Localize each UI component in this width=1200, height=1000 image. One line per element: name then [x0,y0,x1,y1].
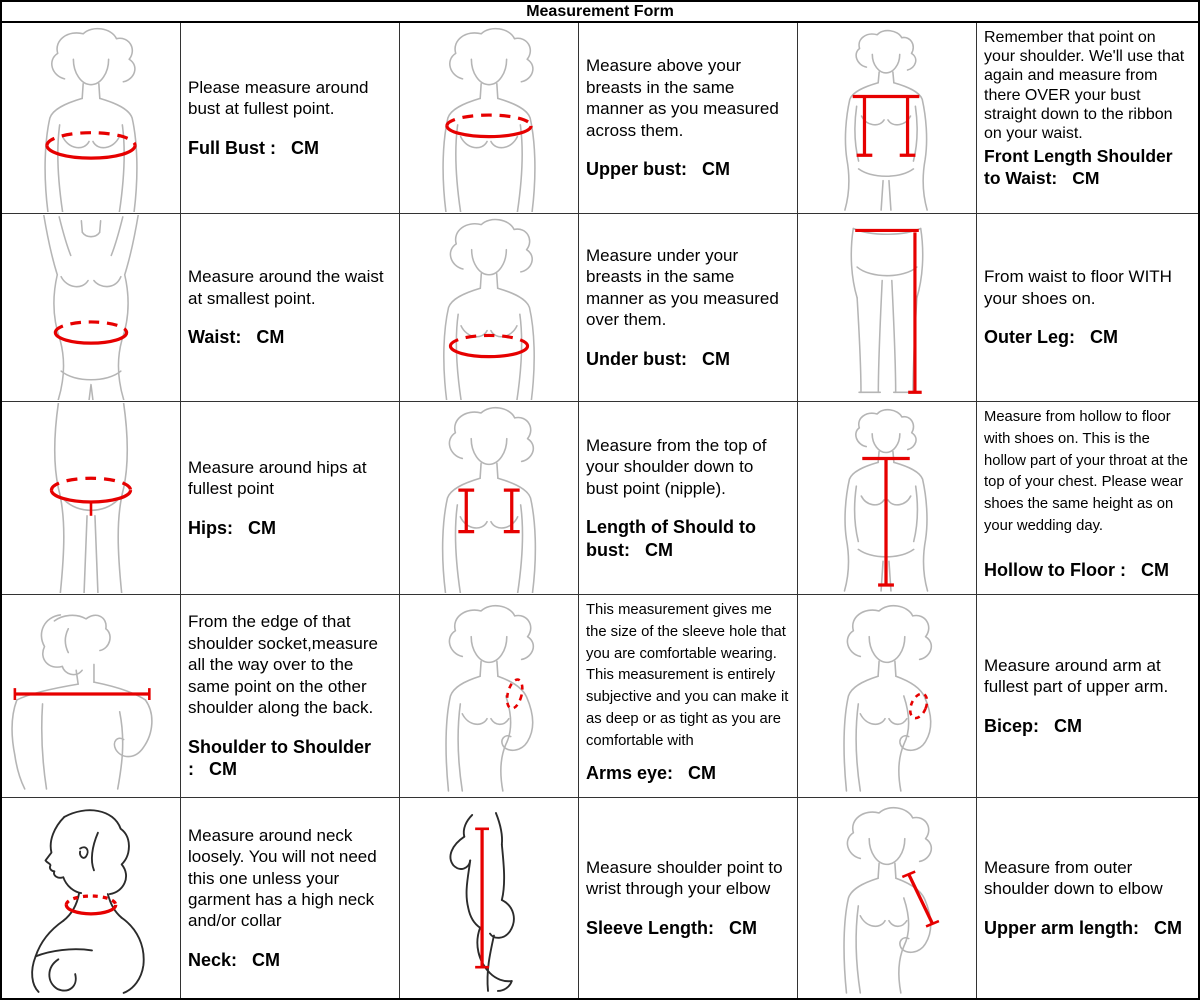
hips-unit: CM [248,517,276,538]
outer-leg-label: Outer Leg: [984,327,1076,348]
outer-leg-cell [977,214,1198,402]
sleeve-length-unit: CM [729,917,758,938]
upper-bust-cell [579,23,798,214]
waist-unit: CM [256,327,285,348]
bicep-illustration [799,596,975,796]
arms-eye-illustration [401,596,577,796]
neck-instruction: Measure around neck loosely. You will not need this one unless your garment has a high neck and/or collar [188,825,377,931]
shoulder-to-bust-illustration [401,403,577,593]
under-bust-illustration [401,215,577,400]
full-bust-cell [181,23,400,214]
hollow-to-floor-cell [977,402,1198,595]
upper-arm-length-figure [798,798,977,998]
upper-arm-length-illustration [799,799,975,997]
form-title: Measurement Form [2,2,1198,23]
full-bust-unit: CM [291,137,319,158]
under-bust-cell [579,214,798,402]
outer-leg-figure [798,214,977,402]
bicep-label: Bicep: [984,715,1040,736]
neck-label: Neck: [188,949,238,970]
hips-figure [2,402,181,595]
front-length-shoulder-to-waist-illustration [799,24,975,212]
waist-cell [181,214,400,402]
full-bust-instruction: Please measure around bust at fullest point. [188,77,369,119]
upper-arm-length-unit: CM [1154,917,1183,938]
bicep-instruction: Measure around arm at fullest part of upper arm. [984,655,1169,697]
waist-figure [2,214,181,402]
sleeve-length-illustration [401,799,577,997]
front-length-label: Front Length Shoulder to Waist: [984,146,1173,188]
shoulder-to-shoulder-unit: CM [209,759,237,780]
hollow-to-floor-figure [798,402,977,595]
hips-cell [181,402,400,595]
shoulder-to-bust-cell [579,402,798,595]
upper-bust-label: Upper bust: [586,159,687,180]
front-length-unit: CM [1072,168,1100,188]
hips-instruction: Measure around hips at fullest point [188,457,367,499]
under-bust-figure [400,214,579,402]
under-bust-instruction: Measure under your breasts in the same manner as you measured over them. [586,245,779,330]
front-length-figure [798,23,977,214]
front-length-cell [977,23,1198,214]
arms-eye-label: Arms eye: [586,762,674,783]
shoulder-to-shoulder-cell [181,595,400,798]
hollow-to-floor-illustration [799,403,975,593]
arms-eye-figure [400,595,579,798]
arms-eye-unit: CM [688,762,717,783]
upper-arm-length-instruction: Measure from outer shoulder down to elbow [984,857,1163,899]
neck-cell [181,798,400,998]
upper-bust-instruction: Measure above your breasts in the same manner as you measured across them. [586,56,779,140]
waist-instruction: Measure around the waist at smallest point. [188,267,384,308]
neck-illustration [3,799,179,997]
full-bust-label: Full Bust : [188,137,276,158]
shoulder-to-bust-figure [400,402,579,595]
neck-figure [2,798,181,998]
upper-bust-illustration [401,24,577,212]
upper-arm-length-cell [977,798,1198,998]
waist-label: Waist: [188,327,242,348]
upper-arm-length-label: Upper arm length: [984,917,1140,938]
sleeve-length-figure [400,798,579,998]
front-length-instruction: Remember that point on your shoulder. We'll use that again and measure from there OVER your bust straight down to the ribbon on your waist. [984,29,1185,142]
arms-eye-instruction: This measurement gives me the size of the sleeve hole that you are comfortable wearing. This measurement is entirely subjective and you can make it as deep or as tight as you are comfortable with [586,602,789,749]
outer-leg-unit: CM [1090,327,1119,348]
bicep-unit: CM [1054,715,1083,736]
neck-unit: CM [252,949,281,970]
shoulder-to-shoulder-illustration [3,596,179,796]
shoulder-to-shoulder-instruction: From the edge of that shoulder socket,measure all the way over to the same point on the other shoulder along the back. [188,612,378,718]
sleeve-length-label: Sleeve Length: [586,917,715,938]
shoulder-to-shoulder-label: Shoulder to Shoulder : [188,736,371,780]
arms-eye-cell [579,595,798,798]
outer-leg-illustration [799,215,975,400]
upper-bust-figure [400,23,579,214]
hips-label: Hips: [188,517,233,538]
under-bust-unit: CM [702,348,730,369]
full-bust-figure [2,23,181,214]
full-bust-illustration [3,24,179,212]
bicep-cell [977,595,1198,798]
outer-leg-instruction: From waist to floor WITH your shoes on. [984,267,1172,308]
hollow-to-floor-instruction: Measure from hollow to floor with shoes on. This is the hollow part of your throat at the top of your chest. Please wear shoes the same height as on your wedding day. [984,409,1188,534]
hollow-to-floor-unit: CM [1140,559,1169,580]
waist-illustration [3,215,179,400]
bicep-figure [798,595,977,798]
sleeve-length-instruction: Measure shoulder point to wrist through your elbow [586,857,783,899]
shoulder-to-shoulder-figure [2,595,181,798]
shoulder-to-bust-instruction: Measure from the top of your shoulder down to bust point (nipple). [586,435,767,498]
shoulder-to-bust-unit: CM [645,539,673,560]
measurement-grid [2,23,1198,998]
sleeve-length-cell [579,798,798,998]
shoulder-to-bust-label: Length of Should to bust: [586,517,756,560]
hips-illustration [3,403,179,593]
upper-bust-unit: CM [702,159,730,180]
hollow-to-floor-label: Hollow to Floor : [984,559,1126,580]
under-bust-label: Under bust: [586,348,687,369]
